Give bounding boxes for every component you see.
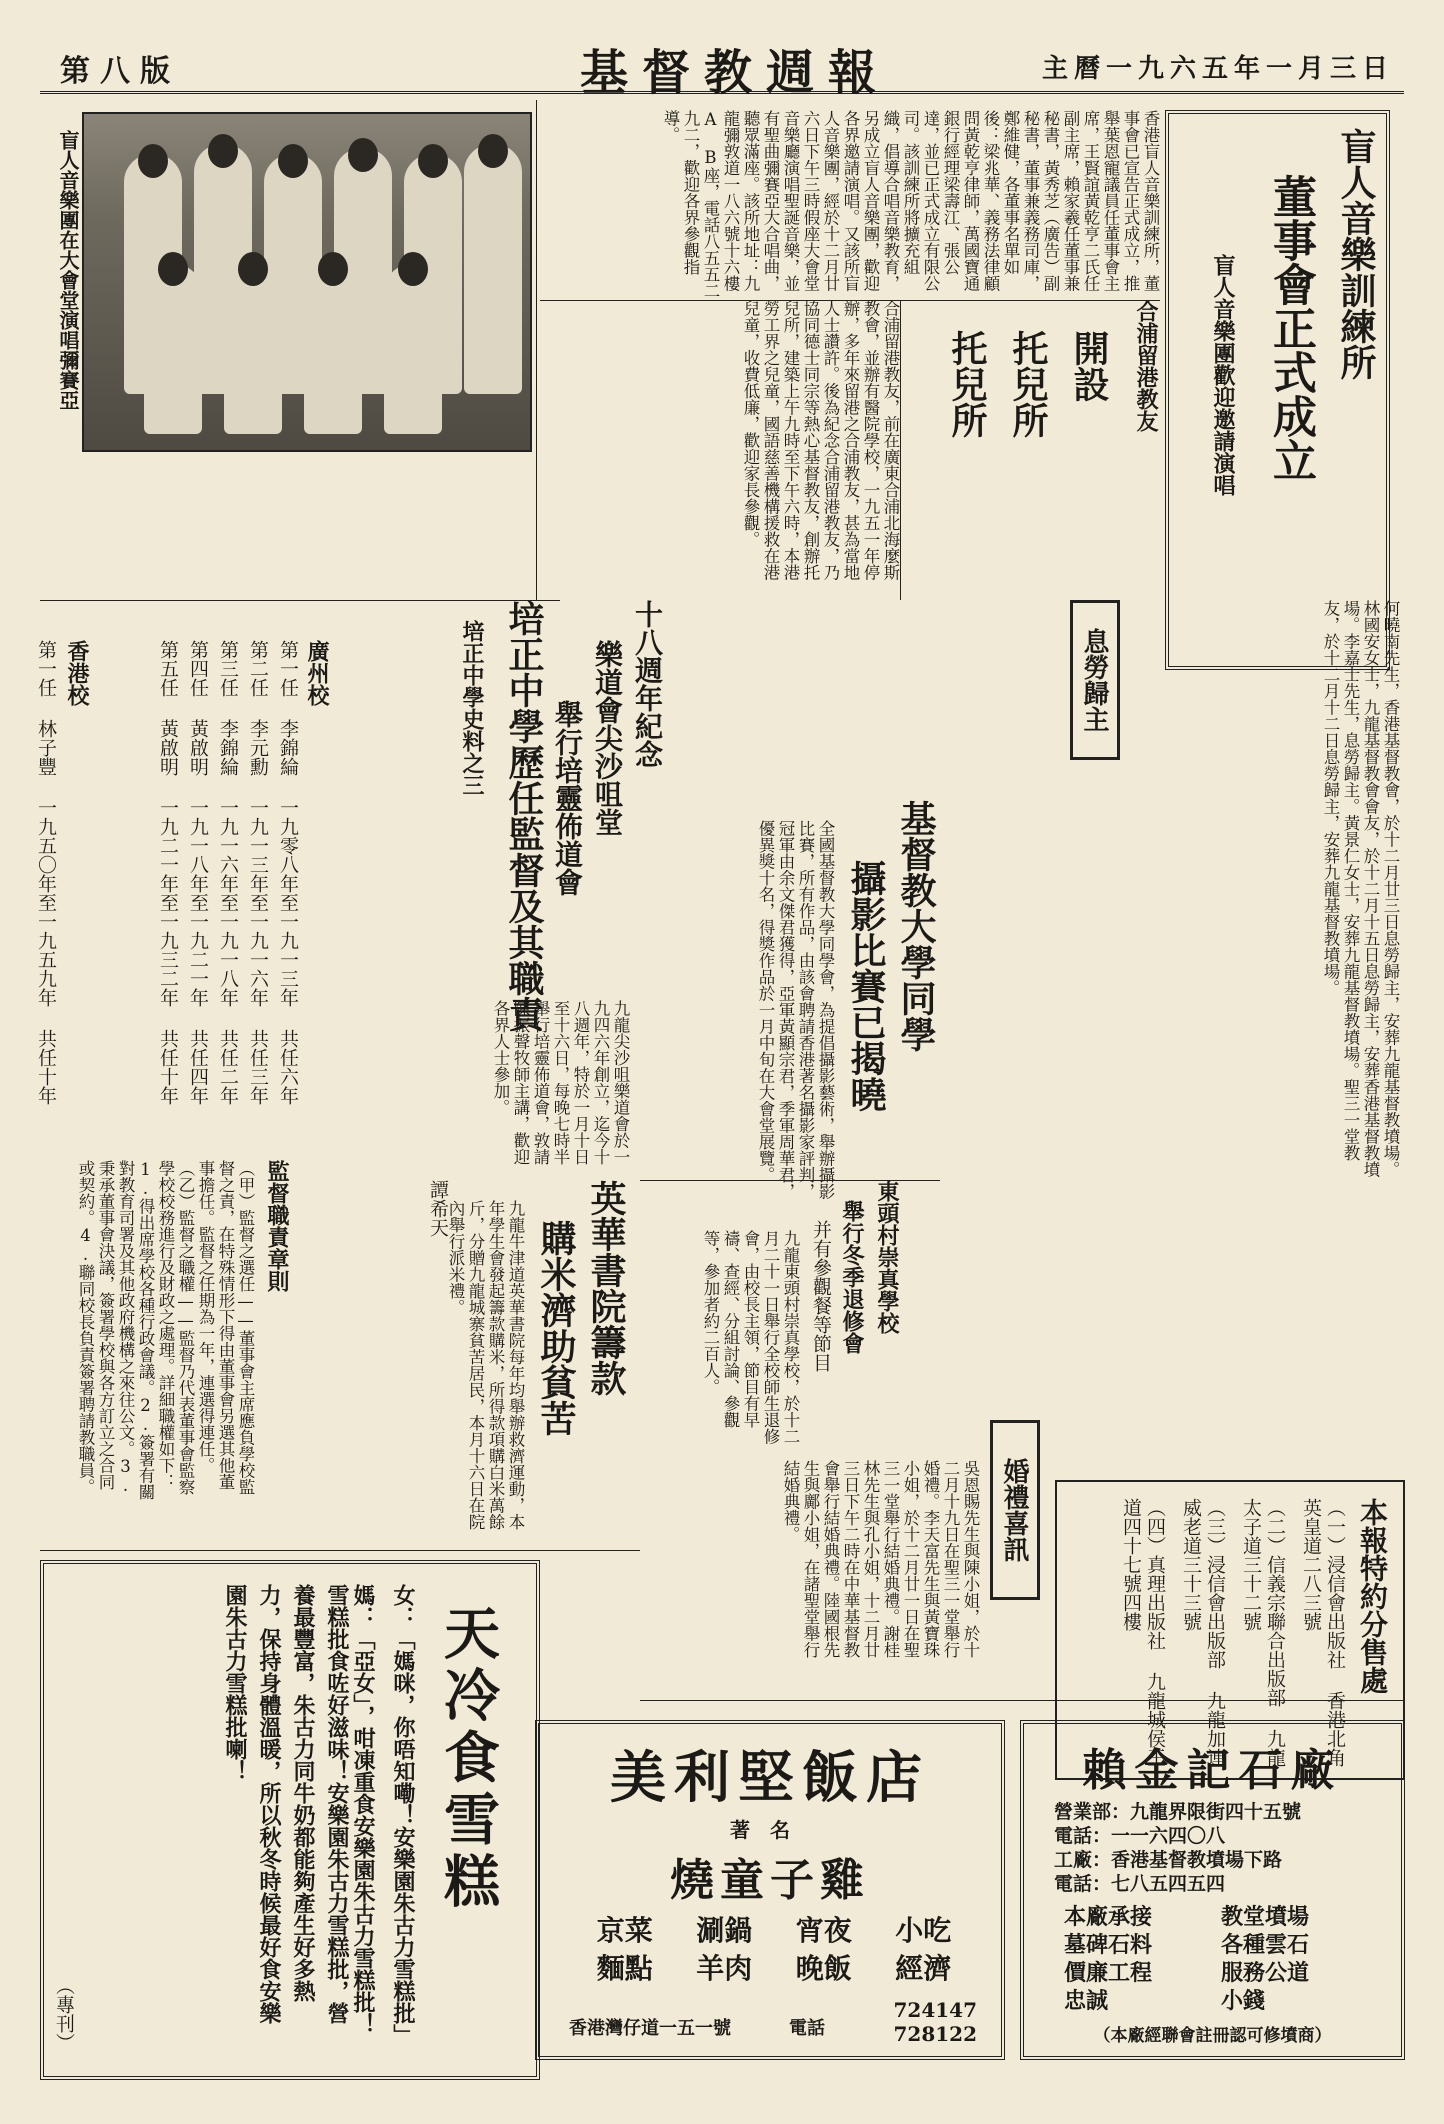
wedding-body: 吳恩賜先生與陳小姐，於十二月十九日在聖三一堂舉行婚禮。李天富先生與黃寶珠小姐，於十二月廿一日在聖三一堂舉行結婚典禮。謝桂林先生與孔小姐，十二月廿三日下午二時在中華基督教會舉行結婚典禮。陸國根先生與鄺小姐，在諸聖堂舉行結婚典禮。 — [781, 1460, 980, 1658]
methodist-headline2: 十八週年紀念 — [631, 600, 664, 768]
obituary-body: 何曉南先生，香港基督教會，於十二月廿三日息勞歸主，安葬九龍基督教墳場。林國安女士，九龍基督教會會友，於十二月十五日息勞歸主，安葬香港基督教墳場。李嘉士先生，息勞歸主。黃景仁女士，安葬九龍基督教墳場。聖三一堂教友，於十二月十二日息勞歸主，安葬九龍基督教墳場。 — [1321, 600, 1400, 1178]
chongzhen-headline: 東頭村崇真學校 — [874, 1180, 900, 1334]
peizheng-row: 第三任 李錦綸 一九一六年至一九一八年 共任二年 — [217, 640, 239, 1105]
peizheng-subhead: 培正中學史料之三 — [459, 620, 485, 796]
distribution-item: （一）浸信會出版社 香港北角英皇道二八三號 — [1300, 1498, 1346, 1767]
page-number: 第八版 — [60, 54, 180, 89]
hopu-headline-items — [905, 330, 1115, 470]
stonemason-name: 賴金記石廠 — [1082, 1745, 1343, 1796]
stonemason-service: 教堂墳場 — [1221, 1904, 1310, 1930]
restaurant-name: 美利堅飯店 — [610, 1745, 930, 1811]
distribution-item: （四）真理出版社 九龍城侯王道四十七號四樓 — [1120, 1498, 1166, 1767]
issue-date: 主曆一九六五年一月三日 — [1041, 54, 1394, 84]
restaurant-phone: 728122 — [893, 2022, 977, 2046]
blind-music-headline: 盲人音樂訓練所 — [1335, 128, 1377, 380]
methodist-body: 九龍尖沙咀樂道會於一九四六年創立，迄今十八週年，特於一月十日至十六日，每晚七時半舉行培靈佈道會，敦請陳振聲牧師主講，歡迎各界人士參加。 — [491, 1000, 630, 1165]
hopu-headline: 合浦留港教友 — [1133, 300, 1159, 432]
newspaper-title: 基督教週報 — [580, 45, 891, 101]
restaurant-dish: 燒童子雞 — [670, 1855, 870, 1906]
blind-music-body: 香港盲人音樂訓練所，董事會已宣告正式成立，推舉葉恩寵議員任董事會主席，王賢誼黃乾亨二氏任副主席，賴家羲任董事兼秘書，黃秀芝（廣告）副秘書，董事兼義務司庫，鄭維健，各董事名單如後：梁兆華、義務法律顧問黃乾亨律師，萬國寶通銀行經理梁壽江、張公達，並已正式成立有限公司。該訓練所將擴充組織，倡導合唱音樂教育，另成立盲人音樂團，歡迎各界邀請演唱。又該所盲人音樂團，經於十二月廿六日下午三時假座大會堂音樂廳演唱聖誕音樂，並有聖曲彌賽亞大合唱曲，聽眾滿座。該所地址：九龍彌敦道一八六號十六樓A B座，電話八五五二九二，歡迎各界參觀指導。 — [661, 110, 1160, 299]
restaurant-tagline: 著名 — [730, 1818, 810, 1842]
stonemason-service: 各種雲石 — [1221, 1932, 1310, 1958]
peizheng-row: 第二任 李元勳 一九一三年至一九一六年 共任三年 — [247, 640, 269, 1105]
restaurant-menu-item: 小吃 — [895, 1914, 952, 1947]
blind-music-headline-box — [1165, 110, 1390, 670]
restaurant-menu-item: 經濟 — [895, 1952, 952, 1985]
stonemason-service: 價廉工程 — [1064, 1960, 1153, 1986]
restaurant-menu-item: 晚飯 — [795, 1952, 852, 1985]
peizheng-row: 第五任 黃啟明 一九二一年至一九三二年 共任十年 — [157, 640, 179, 1105]
stonemason-service: 本廠承接 — [1064, 1904, 1153, 1930]
icecream-body1: 女：「媽咪，你唔知嘞！安樂園朱古力雪糕批」 — [390, 1584, 416, 2046]
peizheng-row2: 第一任 林子豐 一九五〇年至一九五九年 共任十年 — [35, 640, 57, 1105]
restaurant-menu-item: 涮鍋 — [696, 1914, 753, 1947]
distribution-item: （二）信義宗聯合出版部 九龍太子道三十二號 — [1240, 1498, 1286, 1767]
peizheng-school1: 廣州校 — [304, 640, 330, 706]
peizheng-duties: （甲）監督之選任——董事會主席應負學校監督之責，在特殊情形下得由董事會另選其他董事擔任。監督之任期為一年，連選得連任。（乙）監督之職權——監督乃代表董事會監察學校校務進行及財政之處理。詳細職權如下：1.得出席學校各種行政會議。2.簽署有關對教育司署及其他政府機構之來往公文。3.秉承董事會決議，簽署學校與各方訂立之合同或契約。4.聯同校長負責簽署聘請教職員。 — [76, 1160, 255, 1500]
icecream-body2: 媽：「亞女」，咁凍重食安樂園朱古力雪糕批！ — [350, 1584, 376, 2035]
stonemason-service: 服務公道 — [1221, 1960, 1310, 1986]
methodist-subhead: 舉行培靈佈道會 — [551, 700, 584, 896]
hopu-body: 合浦留港教友，前在廣東合浦北海麼斯教會，並辦有醫院學校，一九五一年停辦，多年來留港之合浦教友，甚為當地人士讚許。後為紀念合浦留港教友，乃協同德士同宗等熱心基督教友，創辦托兒所，建築上午九時至下午六時，本港勞工界之兒童，國語慈善機構援救在港兒童，收費低廉，歡迎家長參觀。 — [741, 300, 900, 581]
peizheng-headline: 培正中學歷任監督及其職責 — [503, 600, 545, 1032]
stonemason-line2b: 電話：七八五四五四 — [1054, 1873, 1226, 1895]
stonemason-services — [1064, 1904, 1364, 2014]
wedding-tag: 婚禮喜訊 — [990, 1420, 1040, 1600]
chongzhen-subhead: 舉行冬季退修會 — [839, 1200, 865, 1354]
hopu-item: 開設 — [1068, 330, 1110, 402]
restaurant-menu-item: 京菜 — [596, 1914, 653, 1947]
methodist-headline: 樂道會尖沙咀堂 — [591, 640, 624, 836]
blind-music-subhead: 盲人音樂團歡迎邀請演唱 — [1210, 254, 1236, 496]
photo-contest-headline: 基督教大學同學 — [895, 800, 937, 1052]
obituary-tag: 息勞歸主 — [1070, 600, 1120, 760]
photo-contest-headline2: 攝影比賽已揭曉 — [845, 860, 887, 1112]
restaurant-address: 香港灣仔道一五一號 — [569, 2018, 731, 2039]
restaurant-menu-item: 宵夜 — [795, 1914, 852, 1947]
restaurant-ad — [535, 1720, 1005, 2060]
stonemason-service: 墓碑石料 — [1064, 1932, 1153, 1958]
peizheng-row: 第一任 李錦綸 一九零八年至一九一三年 共任六年 — [277, 640, 299, 1105]
choir-photo — [82, 112, 532, 452]
photo-contest-body: 全國基督教大學同學會，為提倡攝影藝術，舉辦攝影比賽，所有作品，由該會聘請香港著名攝影家評判，冠軍由余文傑君獲得，亞軍黃顯宗君，季軍周華君，優異獎十名，得獎作品於一月中旬在大會堂展覽。 — [756, 820, 835, 1200]
stonemason-line1b: 電話：一一六四〇八 — [1054, 1825, 1226, 1847]
restaurant-menu — [579, 1914, 969, 1986]
stonemason-service: 忠誠 — [1064, 1988, 1109, 2014]
restaurant-phone-label: 電話 — [789, 2018, 825, 2039]
stonemason-service: 小錢 — [1221, 1988, 1266, 2014]
icecream-ad — [40, 1560, 540, 2080]
peizheng-author: 譚希天 — [427, 1180, 449, 1237]
chongzhen-subhead2: 并有參觀餐等節目 — [810, 1220, 832, 1372]
yinghua-headline2: 購米濟助貧苦 — [535, 1220, 577, 1436]
blind-music-headline2: 董事會正式成立 — [1265, 174, 1316, 482]
distribution-title: 本報特約分售處 — [1356, 1498, 1389, 1694]
icecream-body3: 雪糕批食咗好滋味！安樂園朱古力雪糕批，營養最豐富，朱古力同牛奶都能夠產生好多熱力，保持身體溫暖，所以秋冬時候最好食安樂園朱古力雪糕批喇！ — [222, 1584, 350, 2024]
restaurant-menu-item: 羊肉 — [696, 1952, 753, 1985]
chongzhen-body: 九龍東頭村崇真學校，於十二月二十一日舉行全校師生退修會，由校長主領，節目有早禱、查經、分組討論、參觀等，參加者約二百人。 — [701, 1230, 800, 1445]
photo-caption: 盲人音樂團在大會堂演唱彌賽亞 — [56, 130, 80, 410]
peizheng-section: 監督職責章則 — [264, 1160, 290, 1292]
hopu-item: 托兒所 — [1007, 330, 1049, 438]
restaurant-phone: 724147 — [893, 1998, 977, 2022]
yinghua-body: 九龍牛津道英華書院每年均舉辦救濟運動，本年學生會發起籌款購米，所得款項購白米萬餘斤，分贈九龍城寨貧苦居民，本月十六日在院內舉行派米禮。 — [446, 1200, 525, 1530]
distribution-item: （三）浸信會出版部 九龍加連威老道三十三號 — [1180, 1498, 1226, 1767]
stonemason-line1: 營業部：九龍界限街四十五號 — [1054, 1801, 1302, 1823]
peizheng-rows1 — [100, 640, 300, 1200]
icecream-headline: 天冷食雪糕 — [435, 1604, 501, 1914]
peizheng-school2: 香港校 — [64, 640, 90, 706]
masthead — [40, 30, 1404, 101]
yinghua-headline: 英華書院籌款 — [585, 1180, 627, 1396]
restaurant-menu-item: 麵點 — [596, 1952, 653, 1985]
peizheng-row: 第四任 黃啟明 一九一八年至一九二一年 共任四年 — [187, 640, 209, 1105]
stonemason-ad — [1020, 1720, 1405, 2060]
icecream-note: （專刊） — [53, 1976, 75, 2052]
stonemason-line2: 工廠：香港基督教墳場下路 — [1054, 1849, 1283, 1871]
stonemason-footer: （本廠經聯會註冊認可修墳商） — [1093, 2026, 1332, 2046]
hopu-item: 托兒所 — [946, 330, 988, 438]
